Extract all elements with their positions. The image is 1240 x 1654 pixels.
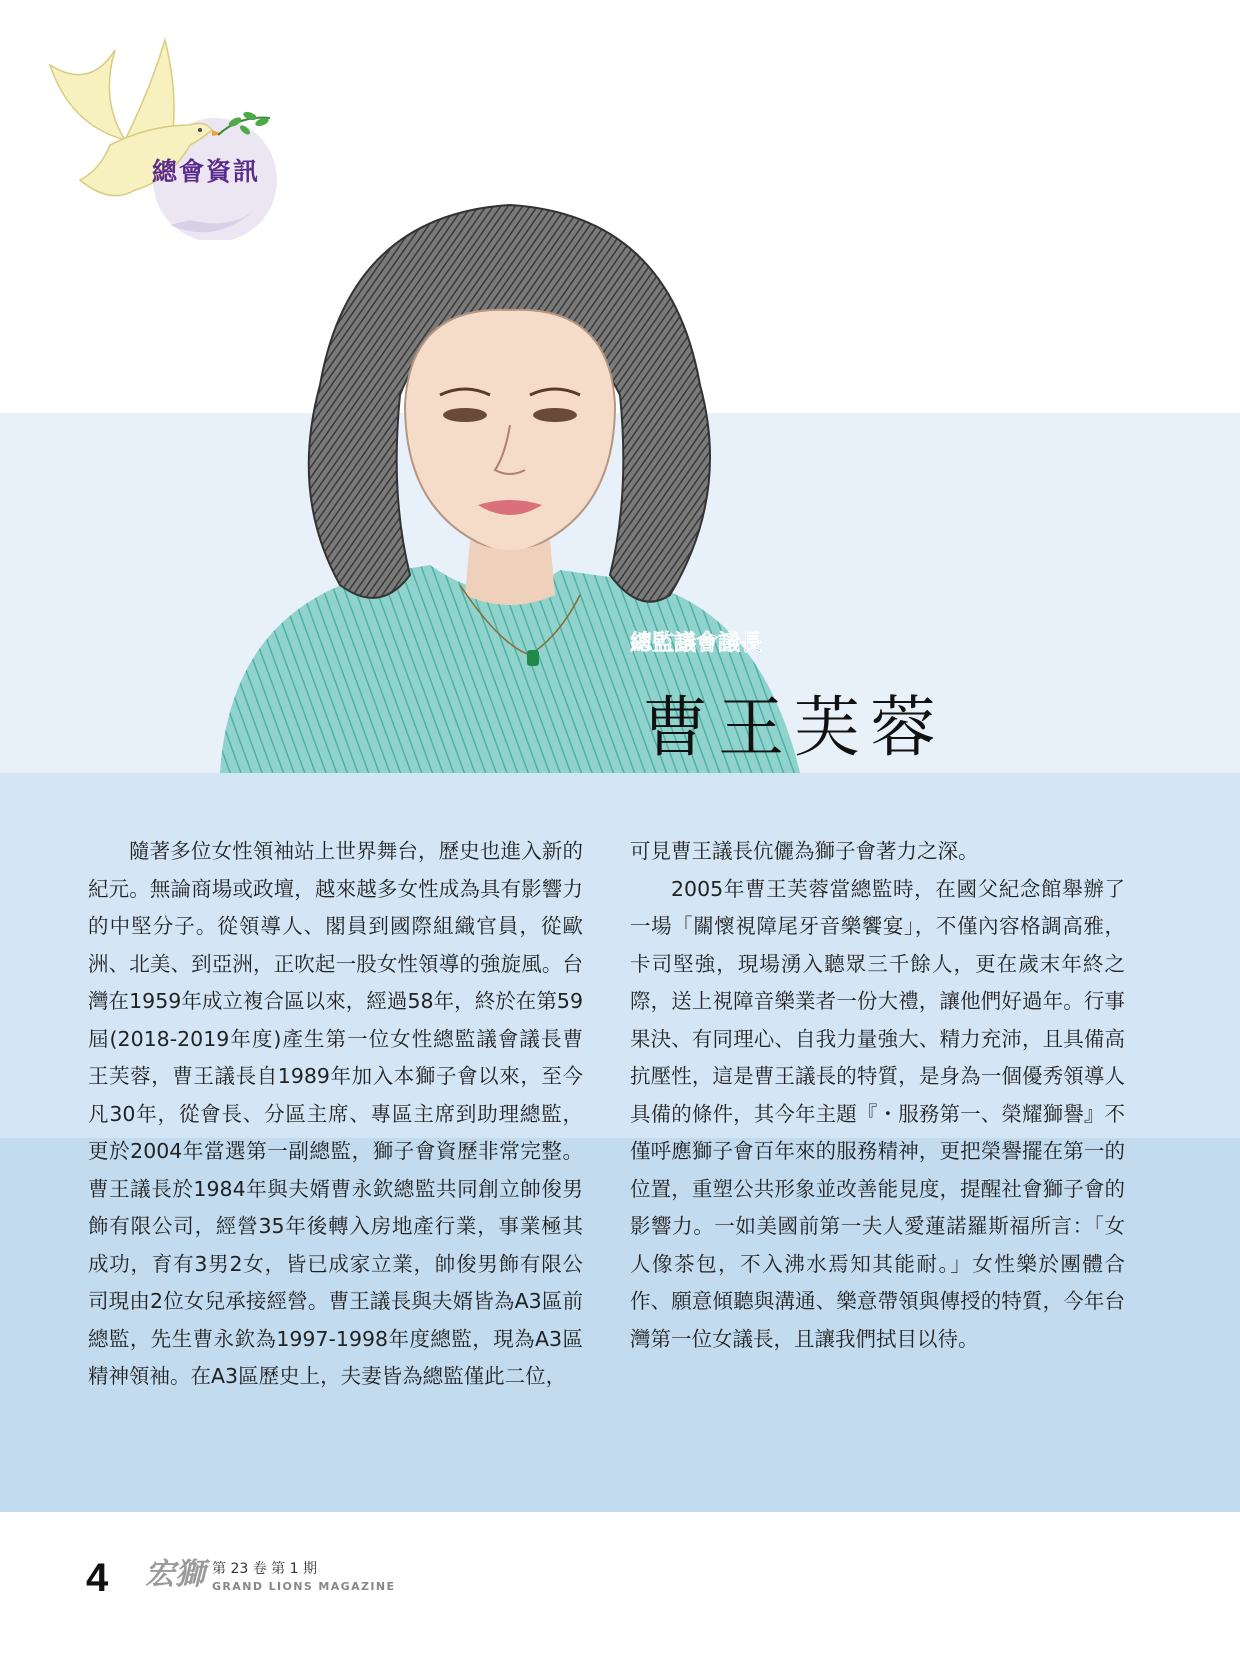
magazine-issue: 第 23 卷 第 1 期 (212, 1561, 317, 1577)
magazine-logo-icon (145, 1554, 211, 1594)
profile-name: 曹王芙蓉 (642, 689, 946, 766)
profile-title: 總監議會議長 (630, 631, 763, 656)
article-paragraph: 隨著多位女性領袖站上世界舞台，歷史也進入新的紀元。無論商場或政壇，越來越多女性成為具有影響力的中堅分子。從領導人、閣員到國際組織官員，從歐洲、北美、到亞洲，正吹起一股女性領導的強旋風。台灣在1959年成立複合區以來，經過58年，終於在第59屆(2018-2019年度)產生第一位女性總監議會議長曹王芙蓉，曹王議長自1989年加入本獅子會以來，至今凡30年，從會長、分區主席、專區主席到助理總監，更於2004年當選第一副總監，獅子會資歷非常完整。曹王議長於1984年與夫婿曹永欽總監共同創立帥俊男飾有限公司，經營35年後轉入房地產行業，事業極其成功，育有3男2女，皆已成家立業，帥俊男飾有限公司現由2位女兒承接經營。曹王議長與夫婿皆為A3區前總監，先生曹永欽為1997-1998年度總監，現為A3區精神領袖。在A3區歷史上，夫妻皆為總監僅此二位， (88, 839, 583, 1388)
article-right-column (630, 833, 1125, 1358)
magazine-english-title: GRAND LIONS MAGAZINE (212, 1580, 396, 1593)
article-paragraph: 2005年曹王芙蓉當總監時，在國父紀念館舉辦了一場「關懷視障尾牙音樂饗宴」，不僅內容格調高雅，卡司堅強，現場湧入聽眾三千餘人，更在歲末年終之際，送上視障音樂業者一份大禮，讓他們好過年。行事果決、有同理心、自我力量強大、精力充沛，且具備高抗壓性，這是曹王議長的特質，是身為一個優秀領導人具備的條件，其今年主題『・服務第一、榮耀獅譽』不僅呼應獅子會百年來的服務精神，更把榮譽擺在第一的位置，重塑公共形象並改善能見度，提醒社會獅子會的影響力。一如美國前第一夫人愛蓮諾羅斯福所言：「女人像茶包，不入沸水焉知其能耐。」女性樂於團體合作、願意傾聽與溝通、樂意帶領與傳授的特質，今年台灣第一位女議長，且讓我們拭目以待。 (630, 876, 1125, 1351)
page-number: 4 (86, 1556, 109, 1600)
article-left-column (88, 833, 583, 1396)
article-paragraph: 可見曹王議長伉儷為獅子會著力之深。 (630, 839, 979, 863)
svg-text:宏獅: 宏獅 (145, 1557, 205, 1592)
section-label: 總會資訊 (152, 157, 261, 186)
